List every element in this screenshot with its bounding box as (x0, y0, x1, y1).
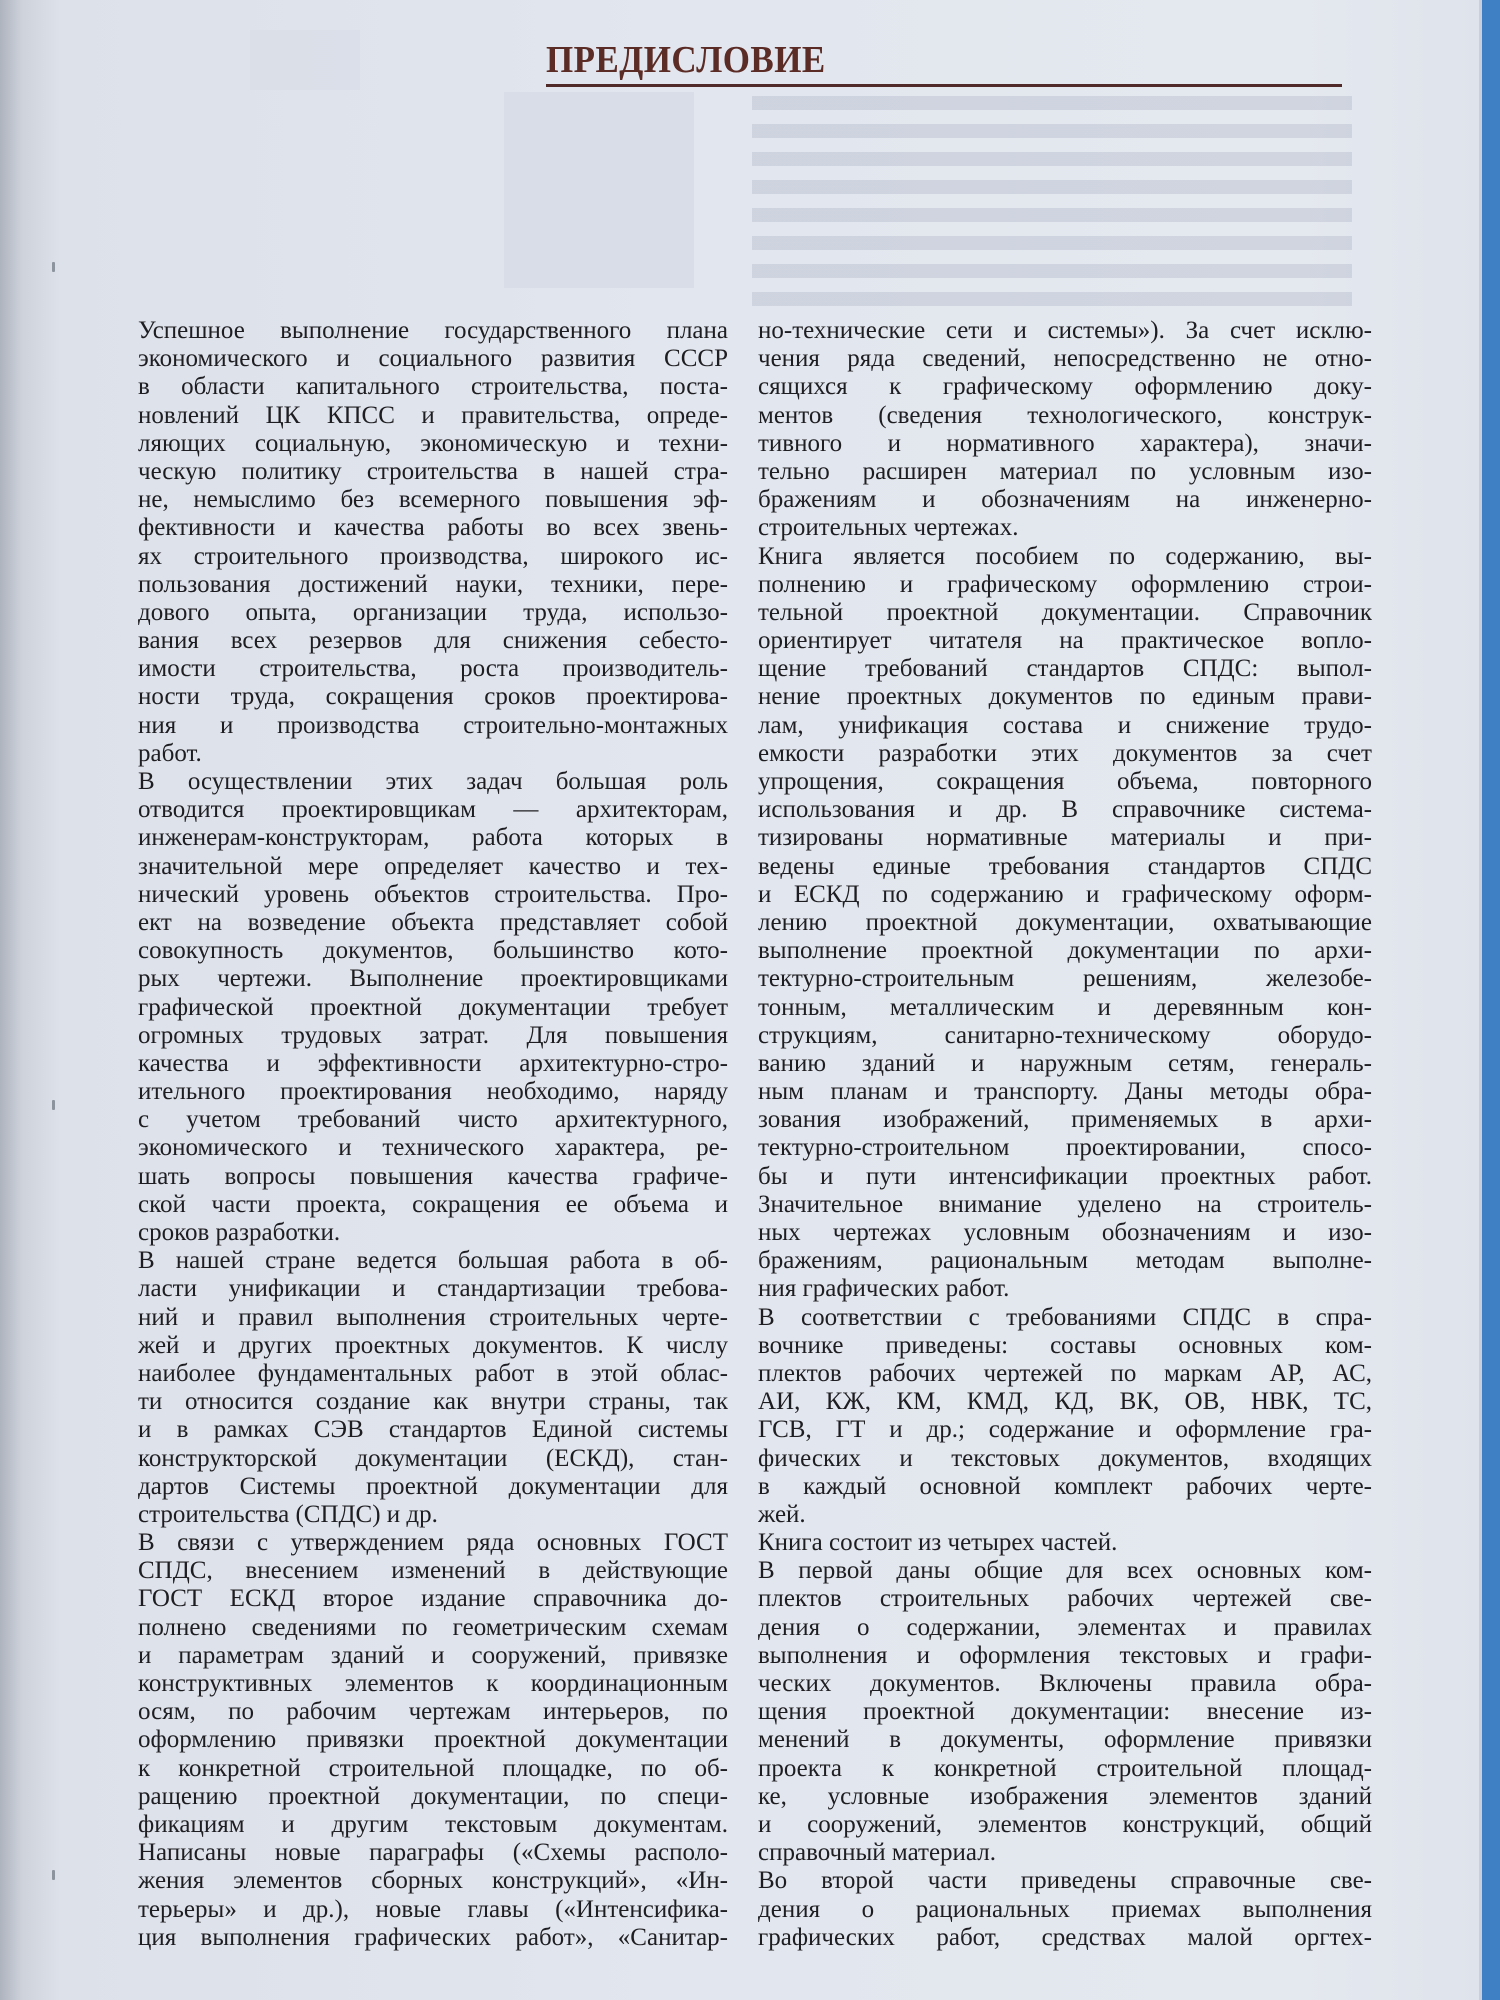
text-line: инженерам-конструкторам, работа которых в (138, 824, 728, 852)
text-line: вочнике приведены: составы основных ком- (758, 1331, 1372, 1359)
bleed-through-text (752, 96, 1352, 306)
text-line: нический уровень объектов строительства. Про- (138, 880, 728, 908)
text-line: полнено сведениями по геометрическим схемам (138, 1613, 728, 1641)
text-column-right (758, 317, 1372, 1952)
bleed-through-image (504, 92, 694, 288)
binding-stitch (52, 1870, 55, 1880)
text-line: работ. (138, 739, 202, 767)
paragraph (758, 1867, 1372, 1952)
text-line: выполнение проектной документации по архи- (758, 937, 1372, 965)
bleed-through-heading (250, 30, 360, 90)
text-line: тонным, металлическим и деревянным кон- (758, 993, 1372, 1021)
text-line: с учетом требований чисто архитектурного, (138, 1106, 728, 1134)
text-line: бражениям, рациональным методам выполне- (758, 1247, 1372, 1275)
text-line: ласти унификации и стандартизации требова- (138, 1275, 728, 1303)
text-line: В осуществлении этих задач большая роль (138, 768, 728, 795)
paragraph (758, 1304, 1372, 1530)
text-line: Книга состоит из четырех частей. (758, 1529, 1118, 1557)
text-line: полнению и графическому оформлению строи- (758, 570, 1372, 598)
text-line: бы и пути интенсификации проектных работ. (758, 1162, 1372, 1190)
text-line: щения проектной документации: внесение из- (758, 1698, 1372, 1726)
text-line: тельно расширен материал по условным изо- (758, 457, 1372, 485)
text-line: тектурно-строительном проектировании, спосо- (758, 1134, 1372, 1162)
text-line: не, немыслимо без всемерного повышения эф- (138, 486, 728, 514)
text-line: СПДС, внесением изменений в действующие (138, 1557, 728, 1585)
text-line: пользования достижений науки, техники, пере- (138, 570, 728, 598)
text-line: ях строительного производства, широкого ис- (138, 542, 728, 570)
text-line: огромных трудовых затрат. Для повышения (138, 1021, 728, 1049)
text-line: лам, унификация состава и снижение трудо- (758, 711, 1372, 739)
text-line: Во второй части приведены справочные све- (758, 1867, 1372, 1895)
text-line: фикациям и другим текстовым документам. (138, 1810, 728, 1838)
binding-stitch (52, 1100, 55, 1110)
text-line: ванию зданий и наружным сетям, генераль- (758, 1049, 1372, 1077)
text-line: лению проектной документации, охватывающие (758, 908, 1372, 936)
text-line: шать вопросы повышения качества графиче- (138, 1162, 728, 1190)
text-line: АИ, КЖ, КМ, КМД, КД, ВК, ОВ, НВК, ТС, (758, 1388, 1372, 1416)
text-line: В нашей стране ведется большая работа в об- (138, 1247, 728, 1275)
text-line: графических работ, средствах малой оргтех- (758, 1923, 1372, 1951)
text-line: жей и других проектных документов. К числу (138, 1331, 728, 1359)
text-line: ект на возведение объекта представляет собой (138, 908, 728, 936)
text-line: и ЕСКД по содержанию и графическому оформ- (758, 880, 1372, 908)
text-line: сящихся к графическому оформлению доку- (758, 373, 1372, 401)
text-line: ческую политику строительства в нашей стра- (138, 457, 728, 485)
text-line: и сооружений, элементов конструкций, общий (758, 1810, 1372, 1838)
text-line: и параметрам зданий и сооружений, привязке (138, 1641, 728, 1669)
text-line: бражениям и обозначениям на инженерно- (758, 486, 1372, 514)
page-title: ПРЕДИСЛОВИЕ (546, 39, 826, 81)
text-line: ГСВ, ГТ и др.; содержание и оформление гра- (758, 1416, 1372, 1444)
text-line: конструктивных элементов к координационным (138, 1670, 728, 1697)
title-underline (546, 84, 1342, 87)
text-line: Книга является пособием по содержанию, вы- (758, 542, 1372, 570)
text-line: тизированы нормативные материалы и при- (758, 824, 1372, 852)
text-line: жения элементов сборных конструкций», «Ин- (138, 1867, 728, 1895)
text-line: дения о содержании, элементах и правилах (758, 1613, 1372, 1641)
text-line: емкости разработки этих документов за счет (758, 739, 1372, 767)
text-line: ния графических работ. (758, 1275, 1010, 1303)
text-line: тельной проектной документации. Справочник (758, 598, 1372, 626)
text-line: новлений ЦК КПСС и правительства, опреде- (138, 401, 728, 429)
paragraph (138, 317, 728, 768)
text-line: строительства (СПДС) и др. (138, 1500, 438, 1528)
text-line: ти относится создание как внутри страны, так (138, 1388, 728, 1416)
text-line: в области капитального строительства, поста- (138, 373, 728, 401)
text-line: нение проектных документов по единым прави- (758, 683, 1372, 711)
paragraph (138, 1247, 728, 1529)
text-line: Написаны новые параграфы («Схемы располо- (138, 1839, 728, 1867)
text-line: выполнения и оформления текстовых и графи- (758, 1641, 1372, 1669)
text-line: фективности и качества работы во всех звень- (138, 514, 728, 542)
text-line: сроков разработки. (138, 1219, 341, 1246)
text-line: в каждый основной комплект рабочих черте- (758, 1472, 1372, 1500)
text-line: ческих документов. Включены правила обра- (758, 1670, 1372, 1697)
text-line: тивного и нормативного характера), значи- (758, 429, 1372, 457)
text-line: экономического и технического характера, ре- (138, 1134, 728, 1162)
text-line: В связи с утверждением ряда основных ГОСТ (138, 1529, 728, 1557)
paragraph (758, 543, 1372, 1304)
text-line: В первой даны общие для всех основных ком- (758, 1557, 1372, 1585)
text-line: ительного проектирования необходимо, наряду (138, 1078, 728, 1106)
text-line: ния и производства строительно-монтажных (138, 711, 728, 739)
text-line: ке, условные изображения элементов зданий (758, 1782, 1372, 1810)
text-line: совокупность документов, большинство кото- (138, 937, 728, 965)
text-line: плектов строительных рабочих чертежей све- (758, 1585, 1372, 1613)
text-line: и в рамках СЭВ стандартов Единой системы (138, 1416, 728, 1444)
text-line: ведены единые требования стандартов СПДС (758, 852, 1372, 880)
text-line: оформлению привязки проектной документации (138, 1726, 728, 1754)
paragraph (758, 1557, 1372, 1867)
text-column-left (138, 317, 728, 1952)
text-line: ным планам и транспорту. Даны методы обра- (758, 1078, 1372, 1106)
text-line: дартов Системы проектной документации для (138, 1472, 728, 1500)
paragraph (138, 768, 728, 1247)
text-line: фических и текстовых документов, входящих (758, 1444, 1372, 1472)
text-line: графической проектной документации требует (138, 993, 728, 1021)
text-line: ской части проекта, сокращения ее объема и (138, 1190, 728, 1218)
text-line: конструкторской документации (ЕСКД), стан- (138, 1444, 728, 1472)
text-line: ности труда, сокращения сроков проектирова- (138, 683, 728, 711)
text-line: жей. (758, 1500, 806, 1528)
text-line: к конкретной строительной площадке, по об- (138, 1754, 728, 1782)
text-line: терьеры» и др.), новые главы («Интенсифика- (138, 1895, 728, 1923)
text-line: ращению проектной документации, по специ- (138, 1782, 728, 1810)
text-line: наиболее фундаментальных работ в этой облас- (138, 1359, 728, 1387)
text-line: экономического и социального развития СССР (138, 345, 728, 373)
text-line: струкциям, санитарно-техническому оборудо- (758, 1021, 1372, 1049)
paragraph (758, 317, 1372, 543)
text-line: Успешное выполнение государственного плана (138, 317, 728, 344)
text-line: В соответствии с требованиями СПДС в спра- (758, 1303, 1372, 1331)
text-line: ний и правил выполнения строительных черте- (138, 1303, 728, 1331)
text-line: рых чертежи. Выполнение проектировщиками (138, 965, 728, 993)
text-line: упрощения, сокращения объема, повторного (758, 768, 1372, 795)
text-line: зования изображений, применяемых в архи- (758, 1106, 1372, 1134)
text-line: ция выполнения графических работ», «Санитар- (138, 1923, 728, 1951)
text-line: тектурно-строительным решениям, железобе- (758, 965, 1372, 993)
text-line: ГОСТ ЕСКД второе издание справочника до- (138, 1585, 728, 1613)
text-line: строительных чертежах. (758, 514, 1019, 542)
text-line: значительной мере определяет качество и тех- (138, 852, 728, 880)
text-line: дения о рациональных приемах выполнения (758, 1895, 1372, 1923)
binding-stitch (52, 262, 55, 272)
background-surface-edge (1482, 0, 1500, 2000)
text-line: менений в документы, оформление привязки (758, 1726, 1372, 1754)
text-line: ляющих социальную, экономическую и техни- (138, 429, 728, 457)
text-line: вания всех резервов для снижения себесто- (138, 627, 728, 655)
text-line: осям, по рабочим чертежам интерьеров, по (138, 1698, 728, 1726)
text-line: ных чертежах условным обозначениям и изо- (758, 1219, 1372, 1246)
text-line: дового опыта, организации труда, использо- (138, 598, 728, 626)
text-line: но-технические сети и системы»). За счет исклю- (758, 317, 1372, 344)
text-line: ментов (сведения технологического, конструк- (758, 401, 1372, 429)
text-line: справочный материал. (758, 1839, 996, 1867)
paragraph (758, 1529, 1372, 1557)
text-line: ориентирует читателя на практическое вопло- (758, 627, 1372, 655)
text-line: плектов рабочих чертежей по маркам АР, АС, (758, 1359, 1372, 1387)
text-line: щение требований стандартов СПДС: выпол- (758, 655, 1372, 683)
paragraph (138, 1529, 728, 1952)
text-line: имости строительства, роста производитель- (138, 655, 728, 683)
text-line: использования и др. В справочнике система- (758, 796, 1372, 824)
text-line: качества и эффективности архитектурно-стро- (138, 1049, 728, 1077)
text-line: Значительное внимание уделено на строитель- (758, 1190, 1372, 1218)
text-line: проекта к конкретной строительной площад- (758, 1754, 1372, 1782)
text-line: отводится проектировщикам — архитекторам, (138, 796, 728, 824)
text-line: чения ряда сведений, непосредственно не отно- (758, 345, 1372, 373)
